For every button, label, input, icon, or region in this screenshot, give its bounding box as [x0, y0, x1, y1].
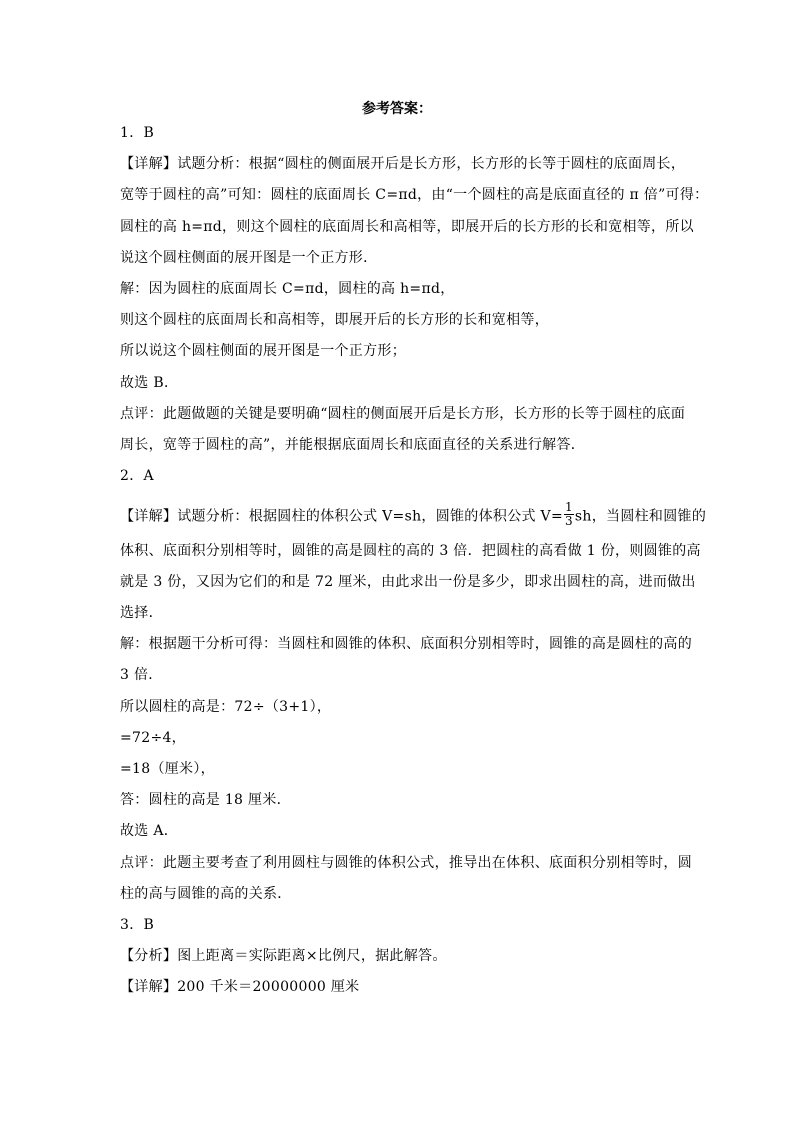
answer-1-number: 1．B: [120, 125, 155, 141]
one-third-fraction: [564, 501, 574, 528]
answer-2-calc-line-2: =72÷4，: [120, 730, 186, 746]
answer-2-answer: 答：圆柱的高是 18 厘米．: [120, 792, 291, 808]
answer-1-detail-line-1: 【详解】试题分析：根据“圆柱的侧面展开后是长方形，长方形的长等于圆柱的底面周长，: [120, 156, 686, 172]
answer-2-number: 2．A: [120, 468, 154, 484]
answer-2-comment-line-1: 点评：此题主要考查了利用圆柱与圆锥的体积公式，推导出在体积、底面积分别相等时，圆: [120, 855, 692, 871]
answer-2-choice: 故选 A．: [120, 823, 179, 839]
answer-1-solution-line-2: 则这个圆柱的底面周长和高相等，即展开后的长方形的长和宽相等，: [120, 312, 549, 328]
answer-2-detail-line-4: 选择．: [120, 605, 163, 621]
answer-3-number: 3．B: [120, 917, 155, 933]
answer-2-solution-line-1: 解：根据题干分析可得：当圆柱和圆锥的体积、底面积分别相等时，圆锥的高是圆柱的高的: [120, 636, 692, 652]
answer-2-calc-line-1: 所以圆柱的高是：72÷（3+1），: [120, 699, 332, 715]
formula-before: 【详解】试题分析：根据圆柱的体积公式 V=sh，圆锥的体积公式 V=: [120, 508, 563, 525]
answer-2-detail-line-2: 体积、底面积分别相等时，圆锥的高是圆柱的高的 3 倍．把圆柱的高看做 1 份，则圆锥的高: [120, 543, 701, 559]
answer-2-detail-line-3: 就是 3 份，又因为它们的和是 72 厘米，由此求出一份是多少，即求出圆柱的高，进而做出: [120, 574, 696, 590]
fraction-denominator: 3: [564, 514, 573, 528]
answer-1-comment-line-1: 点评：此题做题的关键是要明确“圆柱的侧面展开后是长方形，长方形的长等于圆柱的底面: [120, 406, 686, 422]
answer-1-detail-line-3: 圆柱的高 h=πd，则这个圆柱的底面周长和高相等，即展开后的长方形的长和宽相等，所以: [120, 219, 694, 235]
answer-1-detail-line-4: 说这个圆柱侧面的展开图是一个正方形．: [120, 250, 378, 266]
answer-3-analysis: 【分析】图上距离＝实际距离×比例尺，据此解答。: [120, 948, 447, 964]
answer-2-calc-line-3: =18（厘米），: [120, 761, 215, 777]
formula-after: sh，当圆柱和圆锥的: [574, 508, 707, 525]
fraction-numerator: 1: [564, 500, 573, 514]
answer-1-solution-line-3: 所以说这个圆柱侧面的展开图是一个正方形；: [120, 343, 406, 359]
answer-1-comment-line-2: 周长，宽等于圆柱的高”，并能根据底面周长和底面直径的关系进行解答．: [120, 437, 586, 453]
answer-1-detail-line-2: 宽等于圆柱的高”可知：圆柱的底面周长 C=πd，由“一个圆柱的高是底面直径的 π 倍”可得：: [120, 187, 709, 203]
answer-2-comment-line-2: 柱的高与圆锥的高的关系．: [120, 886, 292, 902]
answer-3-detail: 【详解】200 千米＝20000000 厘米: [120, 979, 360, 995]
page-title: 参考答案：: [362, 101, 432, 117]
answer-2-formula-line: [120, 500, 707, 530]
answer-1-choice: 故选 B．: [120, 375, 179, 391]
answer-1-solution-line-1: 解：因为圆柱的底面周长 C=πd，圆柱的高 h=πd，: [120, 281, 455, 297]
answer-2-solution-line-2: 3 倍．: [120, 667, 163, 683]
